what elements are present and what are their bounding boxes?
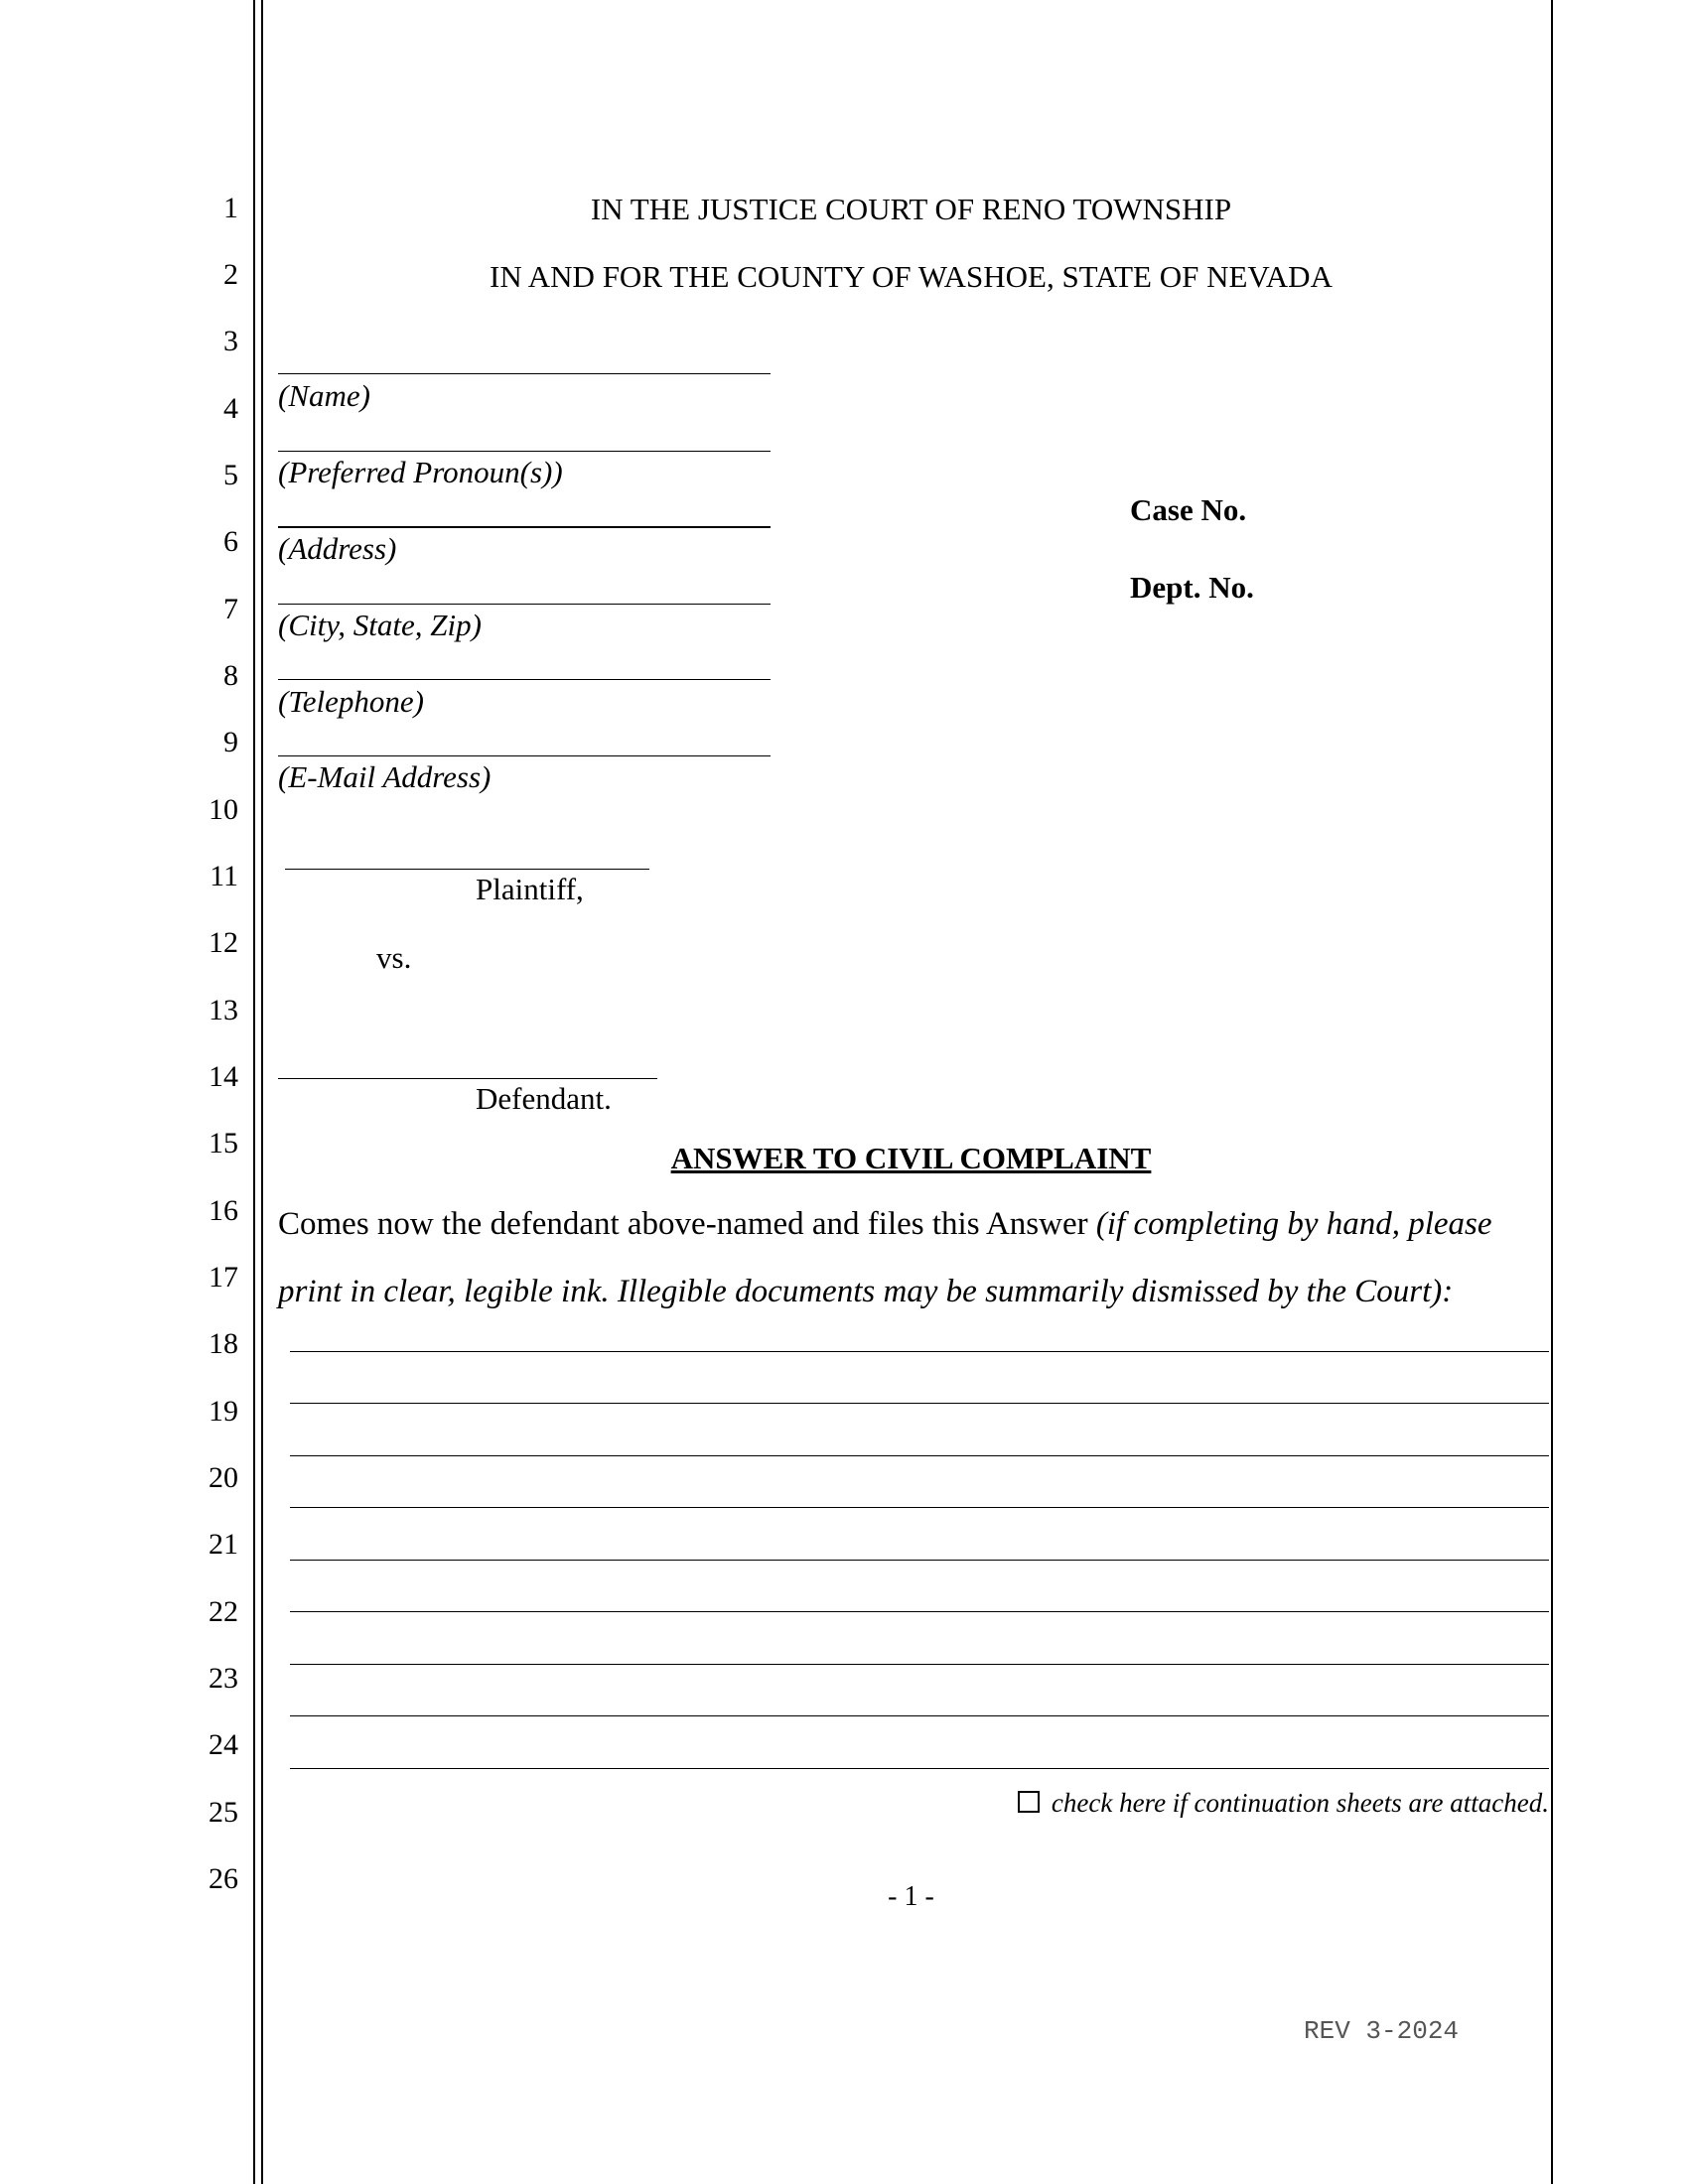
email-field-label: (E-Mail Address) (278, 759, 492, 794)
line-number: 3 (223, 325, 238, 357)
line-number: 9 (223, 726, 238, 758)
defendant-label: Defendant. (476, 1081, 612, 1116)
continuation-note-text: check here if continuation sheets are attached. (1051, 1788, 1549, 1818)
line-number: 19 (209, 1395, 238, 1428)
line-number: 18 (209, 1327, 238, 1360)
line-number: 25 (209, 1796, 238, 1829)
answer-line[interactable] (290, 1455, 1549, 1456)
city-state-zip-field-line[interactable] (278, 604, 771, 605)
line-number: 22 (209, 1595, 238, 1628)
line-number: 16 (209, 1194, 238, 1227)
email-field-line[interactable] (278, 755, 771, 756)
pronouns-field-line[interactable] (278, 451, 771, 452)
line-number: 2 (223, 258, 238, 291)
city-state-zip-field-label: (City, State, Zip) (278, 608, 482, 642)
defendant-name-line[interactable] (278, 1078, 657, 1079)
line-number: 20 (209, 1461, 238, 1494)
court-header-line1: IN THE JUSTICE COURT OF RENO TOWNSHIP (590, 192, 1232, 226)
intro-plain-text: Comes now the defendant above-named and files this Answer (278, 1206, 1088, 1242)
answer-line[interactable] (290, 1768, 1549, 1769)
line-number: 21 (209, 1528, 238, 1561)
continuation-note (993, 1786, 1549, 1820)
line-number: 24 (209, 1728, 238, 1761)
intro-line1 (278, 1204, 1549, 1244)
line-number: 8 (223, 659, 238, 692)
answer-line[interactable] (290, 1403, 1549, 1404)
answer-line[interactable] (290, 1351, 1549, 1352)
line-number: 5 (223, 459, 238, 491)
answer-line[interactable] (290, 1560, 1549, 1561)
plaintiff-label: Plaintiff, (476, 872, 584, 906)
line-number: 17 (209, 1261, 238, 1294)
address-field-label: (Address) (278, 531, 397, 566)
line-number: 10 (209, 793, 238, 826)
line-number: 4 (223, 392, 238, 425)
pronouns-field-label: (Preferred Pronoun(s)) (278, 455, 563, 489)
answer-line[interactable] (290, 1664, 1549, 1665)
line-number: 7 (223, 593, 238, 625)
intro-italic-text: (if completing by hand, please (1095, 1206, 1492, 1242)
telephone-field-line[interactable] (278, 679, 771, 680)
versus-label: vs. (376, 940, 412, 975)
address-field-line[interactable] (278, 526, 771, 528)
line-number: 13 (209, 994, 238, 1026)
case-number-label: Case No. (1130, 492, 1247, 527)
line-number: 23 (209, 1662, 238, 1695)
plaintiff-name-line[interactable] (285, 869, 649, 870)
revision-label: REV 3-2024 (1304, 2016, 1460, 2046)
line-number: 1 (223, 192, 238, 224)
line-number: 14 (209, 1060, 238, 1093)
answer-line[interactable] (290, 1611, 1549, 1612)
continuation-checkbox[interactable] (1018, 1791, 1040, 1813)
dept-number-label: Dept. No. (1130, 570, 1254, 605)
left-margin-line-outer (253, 0, 255, 2184)
name-field-line[interactable] (278, 373, 771, 374)
document-title: ANSWER TO CIVIL COMPLAINT (670, 1141, 1152, 1175)
name-field-label: (Name) (278, 378, 370, 413)
court-header-line2: IN AND FOR THE COUNTY OF WASHOE, STATE OF NEVADA (490, 259, 1333, 294)
line-number: 26 (209, 1862, 238, 1895)
line-number: 6 (223, 525, 238, 558)
right-margin-line (1551, 0, 1553, 2184)
answer-line[interactable] (290, 1715, 1549, 1716)
intro-line2: print in clear, legible ink. Illegible documents may be summarily dismissed by the Court): (278, 1274, 1454, 1309)
answer-line[interactable] (290, 1507, 1549, 1508)
line-number: 15 (209, 1127, 238, 1160)
telephone-field-label: (Telephone) (278, 684, 424, 719)
line-number: 12 (209, 926, 238, 959)
page-number: - 1 - (888, 1881, 934, 1912)
line-number: 11 (210, 860, 238, 892)
left-margin-line-inner (261, 0, 263, 2184)
